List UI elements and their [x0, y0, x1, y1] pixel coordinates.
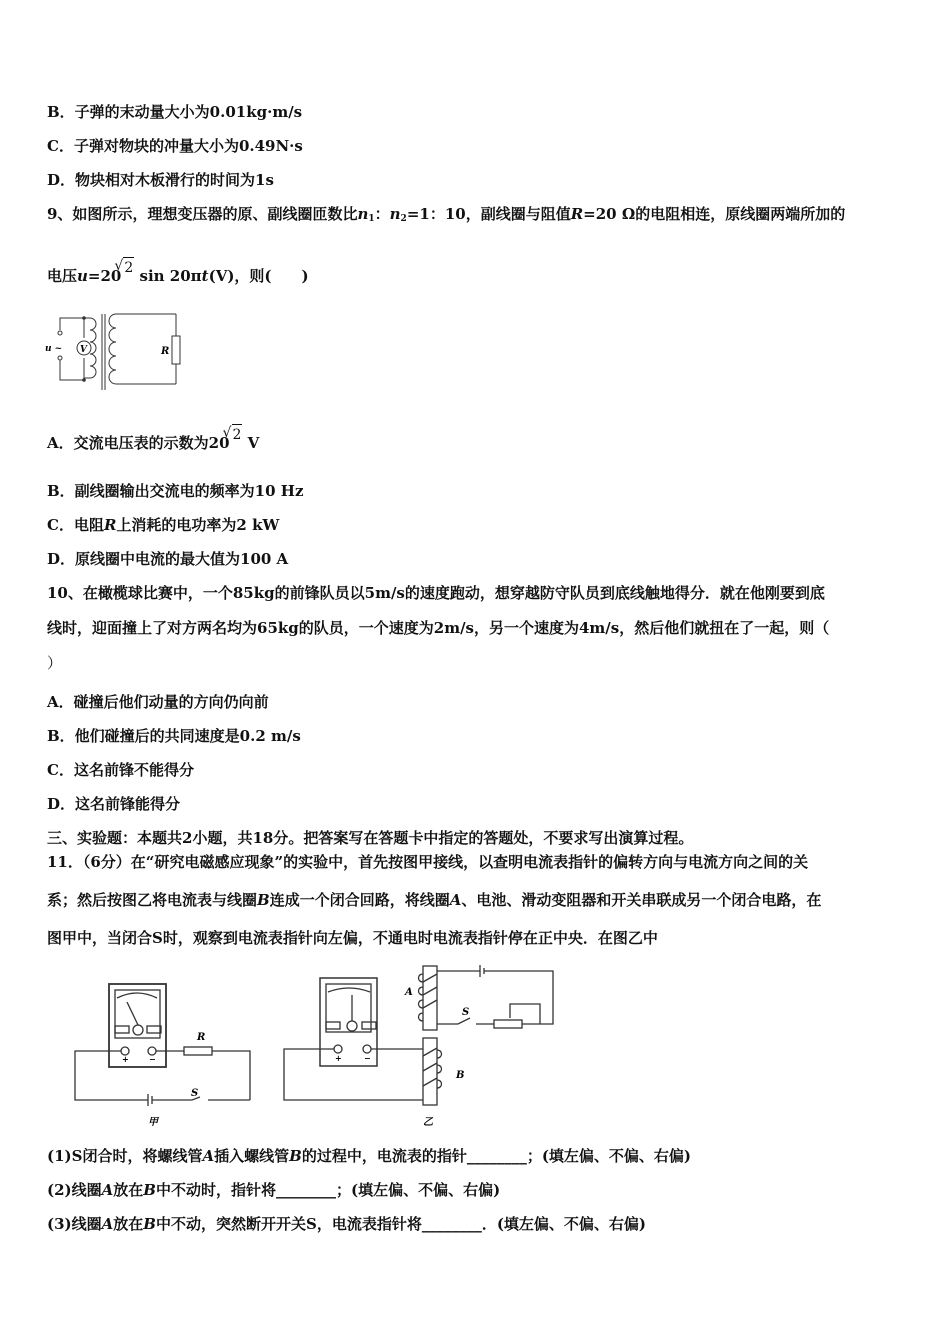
sub: 2	[400, 214, 407, 224]
u-label: u ~	[45, 344, 63, 354]
var-n2: n	[389, 205, 401, 223]
q11-stem-line1: 11．（6分）在“研究电磁感应现象”的实验中，首先按图甲接线，以查明电流表指针的偏转方向与电流方向之间的关	[47, 853, 809, 871]
q11-part-3	[47, 1214, 646, 1234]
plus-terminal-label: +	[122, 1054, 129, 1064]
text: A．交流电压表的示数为20	[47, 434, 230, 452]
text: 电压	[47, 267, 78, 285]
var-r: R	[570, 205, 584, 223]
text: 9、如图所示，理想变压器的原、副线圈匝数比	[47, 205, 358, 223]
q9-option-d: D．原线圈中电流的最大值为100 A	[47, 550, 289, 568]
var-a: A	[101, 1215, 114, 1233]
text: (2)线圈	[47, 1181, 102, 1199]
q10-stem-line2: 线时，迎面撞上了对方两名均为65kg的队员，一个速度为2m/s，另一个速度为4m/s，然后他们就扭在了一起，则（	[47, 619, 830, 637]
figure-yi-label: 乙	[423, 1117, 433, 1128]
minus-terminal-label: −	[364, 1053, 371, 1063]
q8-option-c: C．子弹对物块的冲量大小为0.49N·s	[47, 137, 303, 155]
text: 的过程中，电流表的指针________；(填左偏、不偏、右偏)	[301, 1147, 692, 1165]
q10-option-c: C．这名前锋不能得分	[47, 761, 194, 779]
text: 连成一个闭合回路，将线圈	[269, 891, 450, 909]
q10-stem-line1: 10、在橄榄球比赛中，一个85kg的前锋队员以5m/s的速度跑动，想穿越防守队员到底线触地得分．就在他刚要到底	[47, 584, 825, 602]
text: 上消耗的电功率为2 kW	[116, 516, 280, 534]
text: =20	[87, 267, 122, 285]
var-b: B	[257, 891, 270, 909]
q10-option-a: A．碰撞后他们动量的方向仍向前	[47, 693, 269, 711]
text: 插入螺线管	[214, 1147, 290, 1165]
text: =1：10，副线圈与阻值	[406, 205, 571, 223]
q11-stem-line2	[47, 890, 821, 910]
a-coil-label: A	[405, 987, 413, 998]
text: 、电池、滑动变阻器和开关串联成另一个闭合电路，在	[461, 891, 822, 909]
text: sin 20π	[134, 267, 202, 285]
s-label-yi: S	[462, 1007, 470, 1018]
text: ：	[374, 205, 390, 223]
sqrt: √ 2	[123, 257, 134, 278]
sqrt: √ 2	[232, 424, 243, 445]
q11-part-2	[47, 1180, 500, 1200]
figure-jia-label: 甲	[148, 1117, 158, 1128]
var-n1: n	[357, 205, 369, 223]
q9-stem-line1	[47, 204, 845, 229]
b-coil-label: B	[456, 1070, 465, 1081]
plus-terminal-label: +	[335, 1053, 342, 1063]
var-b: B	[143, 1215, 156, 1233]
q9-option-b: B．副线圈输出交流电的频率为10 Hz	[47, 482, 304, 500]
section-3-heading: 三、实验题：本题共2小题，共18分。把答案写在答题卡中指定的答题处，不要求写出演算过程。	[47, 829, 694, 847]
sub: 1	[368, 214, 375, 224]
induction-experiment-figure	[60, 960, 570, 1140]
var-b: B	[289, 1147, 302, 1165]
text: 中不动，突然断开开关S，电流表指针将________．(填左偏、不偏、右偏)	[155, 1215, 647, 1233]
transformer-circuit-figure	[44, 308, 184, 390]
var-u: u	[77, 267, 88, 285]
text: (3)线圈	[47, 1215, 102, 1233]
q8-option-d: D．物块相对木板滑行的时间为1s	[47, 171, 274, 189]
q11-part-1	[47, 1146, 691, 1166]
q9-stem-line2	[47, 260, 309, 287]
var-a: A	[202, 1147, 215, 1165]
s-label-jia: S	[191, 1088, 199, 1099]
q8-option-b: B．子弹的末动量大小为0.01kg·m/s	[47, 103, 303, 121]
text: 放在	[113, 1215, 144, 1233]
q10-option-d: D．这名前锋能得分	[47, 795, 181, 813]
text: =20 Ω的电阻相连，原线圈两端所加的	[583, 205, 846, 223]
var-t: t	[201, 267, 209, 285]
q10-stem-line3: ）	[47, 654, 63, 672]
q11-stem-line3: 图甲中，当闭合S时，观察到电流表指针向左偏，不通电时电流表指针停在正中央．在图乙中	[47, 929, 658, 947]
text: (V)，则( )	[208, 267, 309, 285]
var-b: B	[143, 1181, 156, 1199]
var-r: R	[103, 516, 117, 534]
text: 放在	[113, 1181, 144, 1199]
text: V	[242, 434, 260, 452]
text: 中不动时，指针将________；(填左偏、不偏、右偏)	[155, 1181, 501, 1199]
text: (1)S闭合时，将螺线管	[47, 1147, 203, 1165]
var-a: A	[449, 891, 462, 909]
q9-option-a	[47, 427, 260, 454]
minus-terminal-label: −	[149, 1054, 156, 1064]
r-label: R	[197, 1032, 206, 1043]
voltmeter-label: V	[80, 345, 87, 355]
text: C．电阻	[47, 516, 104, 534]
q9-option-c	[47, 515, 279, 535]
text: 系；然后按图乙将电流表与线圈	[47, 891, 258, 909]
r-label: R	[161, 346, 170, 357]
var-a: A	[101, 1181, 114, 1199]
q10-option-b: B．他们碰撞后的共同速度是0.2 m/s	[47, 727, 301, 745]
